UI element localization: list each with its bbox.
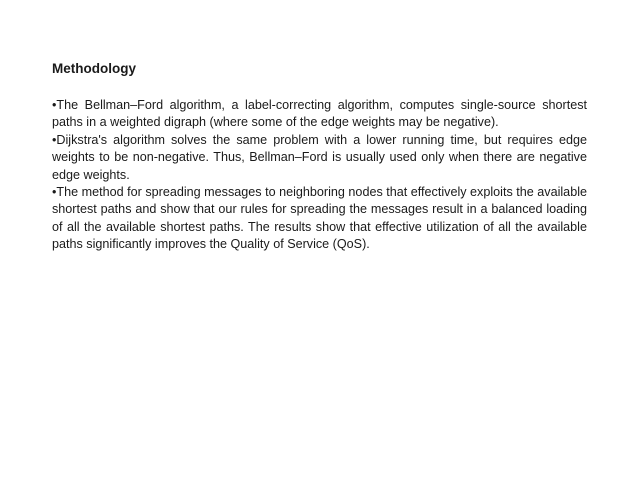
slide-heading: Methodology xyxy=(52,61,136,76)
slide-body xyxy=(52,97,587,254)
bullet-bellman-ford: •The Bellman–Ford algorithm, a label-correcting algorithm, computes single-source shortest paths in a weighted digraph (where some of the edge weights may be negative). xyxy=(52,98,587,130)
bullet-dijkstra: •Dijkstra's algorithm solves the same problem with a lower running time, but requires edge weights to be non-negative. Thus, Bellman–Ford is usually used only when there are negative edge weights. xyxy=(52,132,587,182)
bullet-spreading-method: •The method for spreading messages to neighboring nodes that effectively exploits the available shortest paths and show that our rules for spreading the messages result in a balanced loading of all the available shortest paths. The results show that effective utilization of all the available paths significantly improves the Quality of Service (QoS). xyxy=(52,185,587,252)
